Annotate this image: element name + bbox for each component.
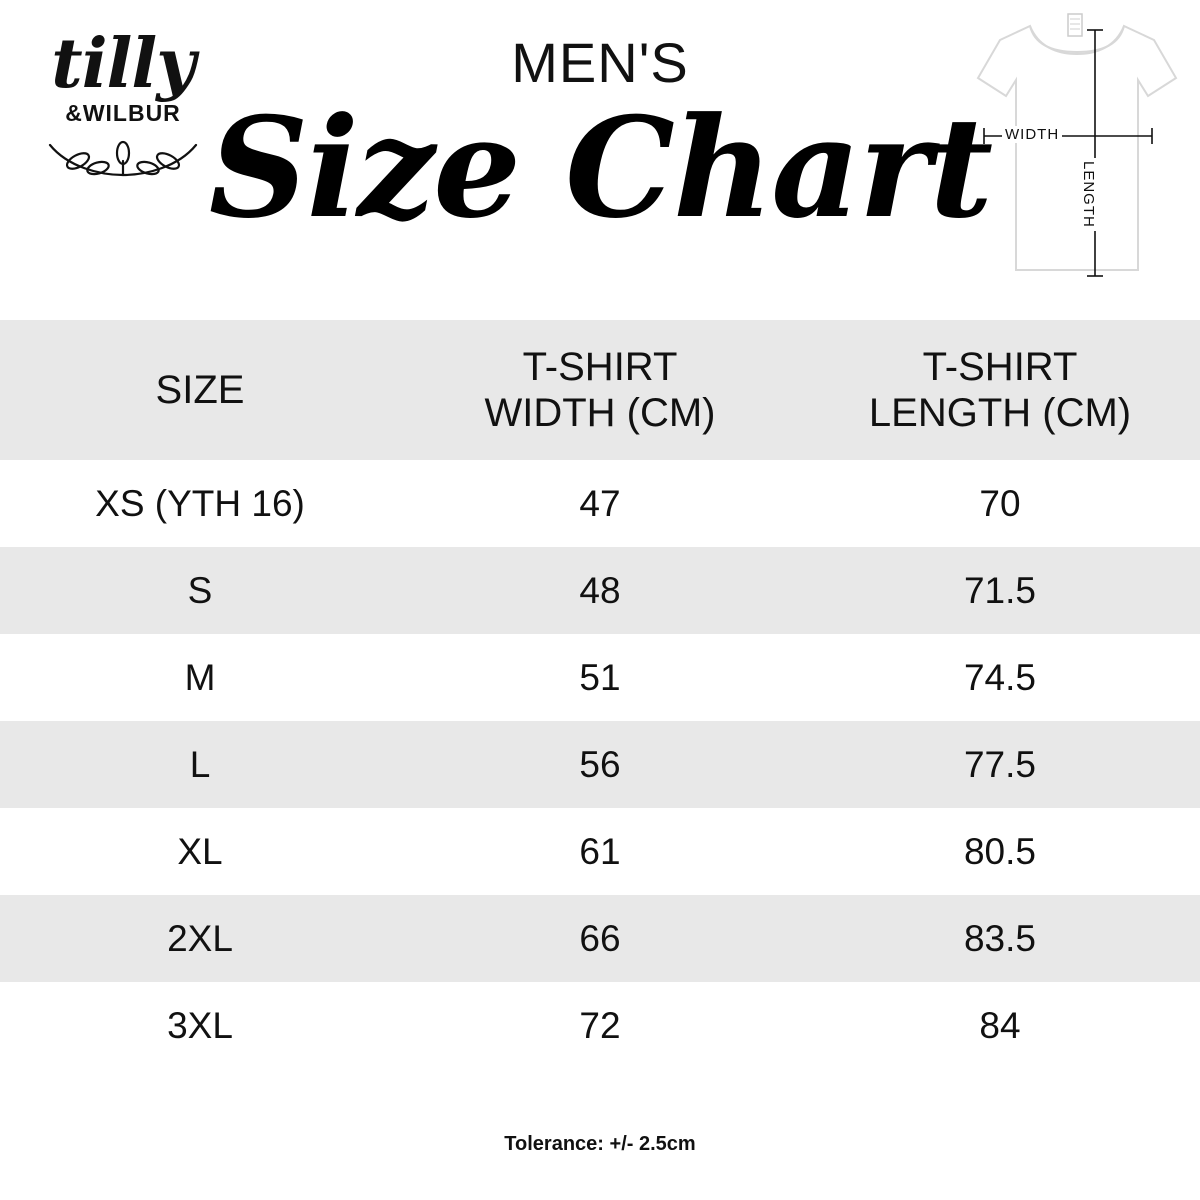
diagram-width-label: WIDTH [1002,126,1062,143]
column-header-length-line1: T-SHIRT [922,345,1078,389]
cell-length: 83.5 [963,917,1036,959]
column-header-width-line1: T-SHIRT [522,345,678,389]
brand-name-script: tilly [51,24,195,104]
cell-length: 80.5 [963,830,1036,872]
cell-length: 84 [979,1004,1021,1046]
cell-size: XL [177,830,223,872]
tshirt-diagram [960,8,1190,293]
cell-width: 72 [579,1004,621,1046]
table-header-row [0,320,1200,460]
page-eyebrow: MEN'S [511,31,689,94]
cell-length: 74.5 [963,656,1036,698]
leaf-branch-icon [28,131,218,192]
brand-name-sub: &WILBUR [65,100,181,126]
cell-length: 77.5 [963,743,1036,785]
cell-size: XS (YTH 16) [95,482,305,524]
cell-size: S [187,569,213,611]
cell-size: 3XL [167,1004,233,1046]
cell-width: 56 [579,743,621,785]
table-row [0,808,1200,895]
table-row [0,895,1200,982]
diagram-length-label: LENGTH [1080,158,1097,231]
cell-length: 70 [979,482,1021,524]
cell-width: 66 [579,917,621,959]
table-row [0,982,1200,1069]
column-header-size-line1: SIZE [155,368,245,412]
header [0,0,1200,320]
tolerance-note: Tolerance: +/- 2.5cm [504,1133,696,1155]
cell-size: M [184,656,216,698]
table-row [0,547,1200,634]
cell-width: 51 [579,656,621,698]
brand-logo [28,24,218,230]
column-header-size [0,367,400,413]
size-chart-table [0,320,1200,1069]
table-row [0,721,1200,808]
table-row [0,634,1200,721]
cell-size: 2XL [167,917,233,959]
cell-length: 71.5 [963,569,1036,611]
column-header-length [800,344,1200,436]
cell-width: 47 [579,482,621,524]
table-row [0,460,1200,547]
page-title: Size Chart [208,86,992,249]
column-header-length-line2: LENGTH (CM) [868,391,1132,435]
column-header-width-line2: WIDTH (CM) [484,391,716,435]
tshirt-outline-icon [960,8,1190,293]
cell-width: 48 [579,569,621,611]
cell-width: 61 [579,830,621,872]
column-header-width [400,344,800,436]
cell-size: L [189,743,211,785]
